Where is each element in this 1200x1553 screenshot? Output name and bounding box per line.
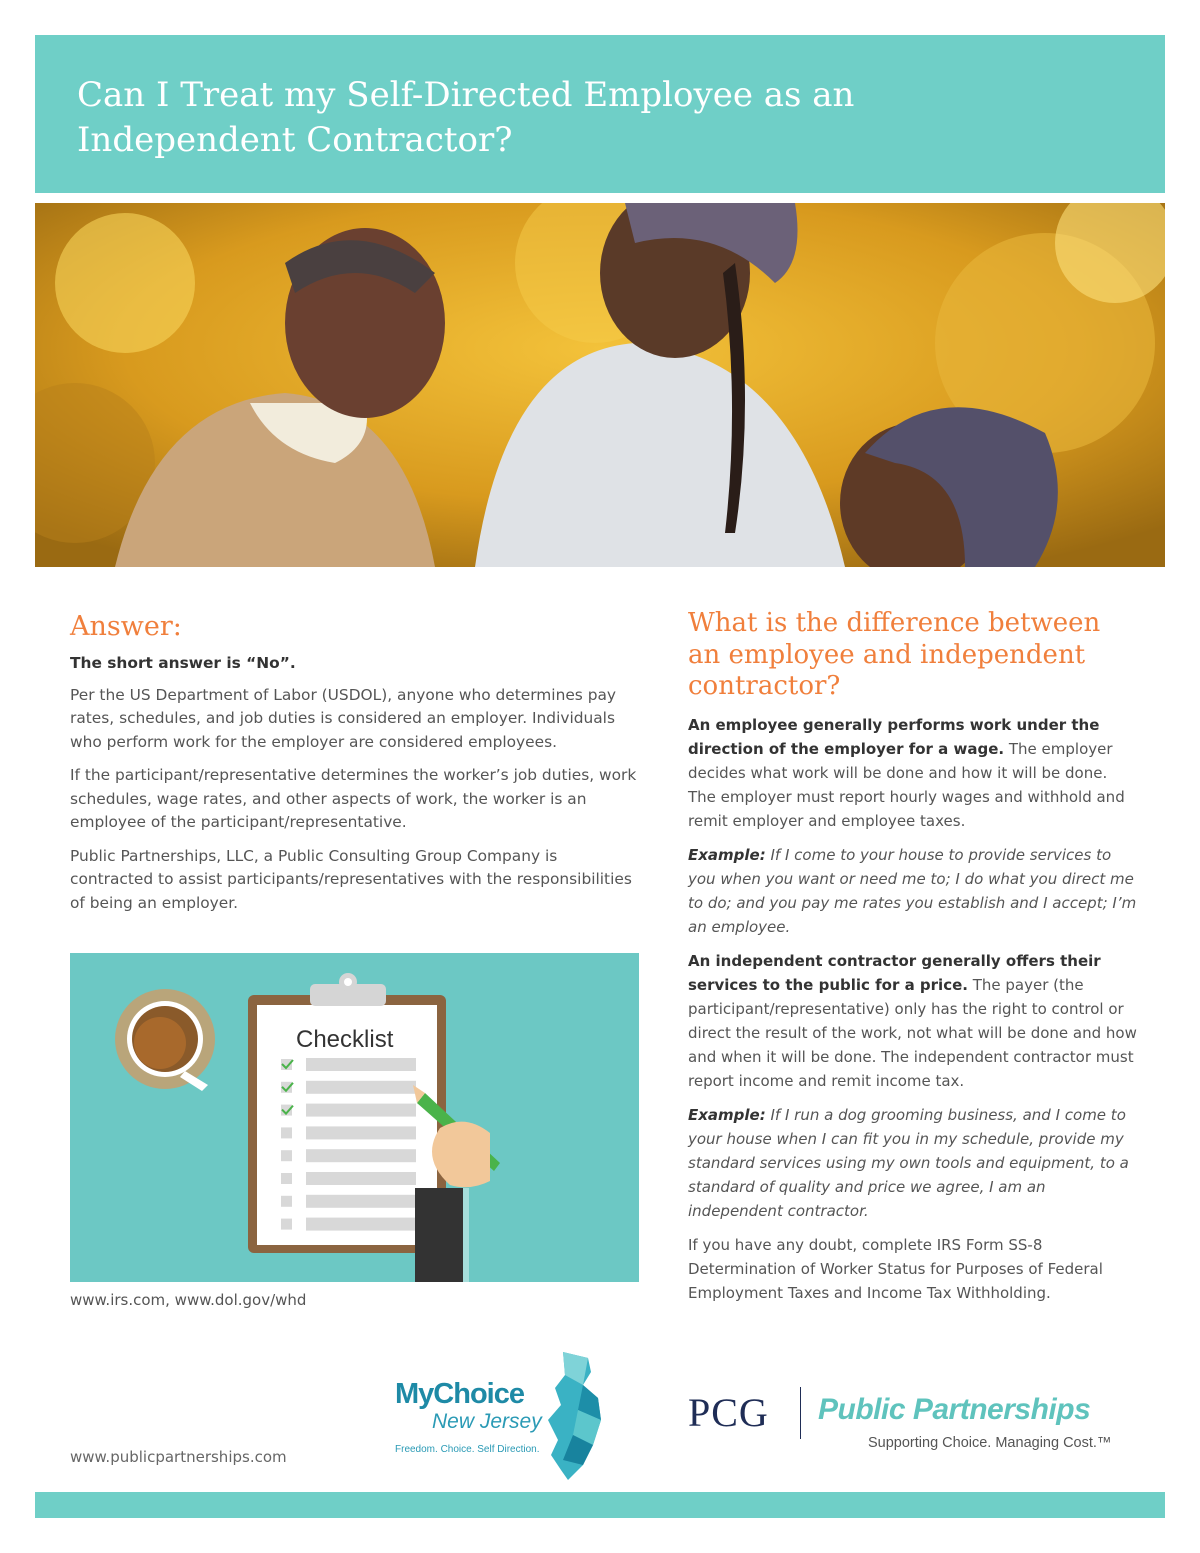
logo-divider — [800, 1387, 801, 1439]
checklist-line — [306, 1195, 416, 1208]
checklist-box — [281, 1173, 292, 1184]
closing-paragraph: If you have any doubt, complete IRS Form SS-8 Determination of Worker Status for Purposes of Federal Employment Taxes and Income Tax Withholding. — [688, 1235, 1103, 1302]
checklist-box — [281, 1219, 292, 1230]
checklist-line — [306, 1104, 416, 1117]
answer-paragraph: Public Partnerships, LLC, a Public Consulting Group Company is contracted to assist participants/representatives with the responsibilities of being an employer. — [70, 846, 632, 912]
sources-text: www.irs.com, www.dol.gov/whd — [70, 1291, 307, 1309]
mychoice-name: MyChoice — [395, 1378, 524, 1410]
checklist-illustration — [70, 953, 639, 1282]
title-banner — [35, 35, 1165, 193]
example-label: Example: — [688, 845, 766, 864]
employee-example — [688, 843, 1138, 939]
difference-heading: What is the difference between an employee and independent contractor? — [688, 608, 1101, 701]
page-title: Can I Treat my Self-Directed Employee as an Independent Contractor? — [77, 75, 855, 160]
contractor-lead: An independent contractor generally offers their services to the public for a price. — [688, 951, 1101, 994]
checklist-line — [306, 1126, 416, 1139]
contractor-text: The payer (the participant/representative) only has the right to control or direct the result of the work, not what will be done and how and when it will be done. The independent contractor must report income and remit income tax. — [688, 975, 1137, 1090]
checklist-box — [281, 1150, 292, 1161]
answer-section — [70, 610, 645, 925]
footer-url: www.publicpartnerships.com — [70, 1448, 287, 1466]
checklist-line — [306, 1058, 416, 1071]
example-text: If I run a dog grooming business, and I come to your house when I can fit you in my schedule, provide my standard services using my own tools and equipment, to a standard of quality and price we agree, I am an independent contractor. — [688, 1105, 1129, 1220]
mychoice-logo — [395, 1350, 615, 1485]
checklist-line — [306, 1149, 416, 1162]
checklist-label: Checklist — [296, 1026, 394, 1053]
coffee-cup-icon — [115, 989, 215, 1091]
short-answer: The short answer is “No”. — [70, 654, 296, 672]
example-label: Example: — [688, 1105, 766, 1124]
example-text: If I come to your house to provide services to you when you want or need me to; I do what you direct me to do; and you pay me rates you establish and I accept; I’m an employee. — [688, 845, 1137, 936]
checklist-box — [281, 1127, 292, 1138]
pcg-mark: PCG — [688, 1390, 769, 1435]
mychoice-state: New Jersey — [432, 1410, 542, 1433]
mychoice-tagline: Freedom. Choice. Self Direction. — [395, 1444, 540, 1455]
contractor-example — [688, 1103, 1138, 1223]
answer-heading: Answer: — [70, 611, 182, 642]
pcg-logo — [688, 1385, 1128, 1451]
checklist-line — [306, 1218, 416, 1231]
difference-section — [688, 608, 1138, 1315]
hero-photo — [35, 203, 1165, 567]
checklist-line — [306, 1172, 416, 1185]
public-partnerships-name: Public Partnerships — [818, 1393, 1091, 1426]
public-partnerships-tagline: Supporting Choice. Managing Cost.™ — [868, 1435, 1112, 1451]
bottom-bar — [35, 1492, 1165, 1518]
contractor-paragraph — [688, 949, 1138, 1093]
answer-paragraph: If the participant/representative determines the worker’s job duties, work schedules, wage rates, and other aspects of work, the worker is an employee of the participant/representative. — [70, 766, 637, 831]
new-jersey-map-icon — [543, 1350, 613, 1485]
employee-paragraph — [688, 713, 1138, 833]
employee-lead: An employee generally performs work under the direction of the employer for a wage. — [688, 715, 1100, 758]
answer-paragraph: Per the US Department of Labor (USDOL), anyone who determines pay rates, schedules, and job duties is considered an employer. Individuals who perform work for the employer are considered employees. — [70, 685, 617, 751]
checklist-box — [281, 1196, 292, 1207]
employee-text: The employer decides what work will be done and how it will be done. The employer must report hourly wages and withhold and remit employer and employee taxes. — [688, 739, 1125, 830]
checklist-line — [306, 1081, 416, 1094]
